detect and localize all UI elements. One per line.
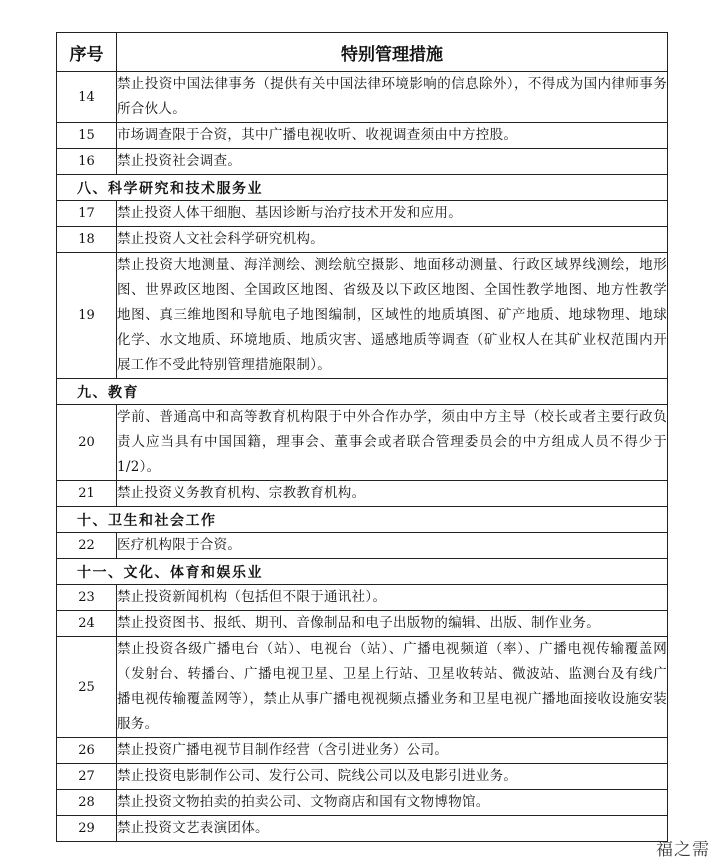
- row-serial-number: 26: [57, 738, 117, 764]
- row-serial-number: 15: [57, 123, 117, 149]
- row-serial-number: 21: [57, 481, 117, 507]
- table-header-row: [57, 33, 668, 72]
- row-measure-text: 禁止投资义务教育机构、宗教教育机构。: [117, 481, 668, 507]
- table-row: [57, 816, 668, 842]
- row-serial-number: 14: [57, 72, 117, 123]
- row-measure-text: 禁止投资社会调查。: [117, 149, 668, 175]
- section-heading-row: [57, 379, 668, 405]
- row-serial-number: 27: [57, 764, 117, 790]
- row-serial-number: 20: [57, 405, 117, 481]
- table-row: [57, 533, 668, 559]
- table-row: [57, 405, 668, 481]
- header-serial-number: 序号: [57, 33, 117, 72]
- section-heading: 十一、文化、体育和娱乐业: [57, 559, 668, 585]
- row-measure-text: 学前、普通高中和高等教育机构限于中外合作办学，须由中方主导（校长或者主要行政负责人应当具有中国国籍，理事会、董事会或者联合管理委员会的中方组成人员不得少于 1/2）。: [117, 405, 668, 481]
- header-special-measures: 特别管理措施: [117, 33, 668, 72]
- table-row: [57, 585, 668, 611]
- row-serial-number: 29: [57, 816, 117, 842]
- table-row: [57, 253, 668, 379]
- row-measure-text: 禁止投资人体干细胞、基因诊断与治疗技术开发和应用。: [117, 201, 668, 227]
- table-row: [57, 790, 668, 816]
- section-heading-row: [57, 559, 668, 585]
- document-page: [56, 32, 667, 842]
- row-serial-number: 16: [57, 149, 117, 175]
- row-measure-text: 禁止投资新闻机构（包括但不限于通讯社）。: [117, 585, 668, 611]
- row-measure-text: 禁止投资广播电视节目制作经营（含引进业务）公司。: [117, 738, 668, 764]
- watermark-logo: 福之需: [656, 840, 710, 860]
- row-measure-text: 禁止投资中国法律事务（提供有关中国法律环境影响的信息除外），不得成为国内律师事务所合伙人。: [117, 72, 668, 123]
- row-measure-text: 市场调查限于合资，其中广播电视收听、收视调查须由中方控股。: [117, 123, 668, 149]
- table-row: [57, 611, 668, 637]
- table-row: [57, 72, 668, 123]
- table-row: [57, 201, 668, 227]
- section-heading-row: [57, 175, 668, 201]
- row-measure-text: 医疗机构限于合资。: [117, 533, 668, 559]
- row-serial-number: 18: [57, 227, 117, 253]
- row-measure-text: 禁止投资大地测量、海洋测绘、测绘航空摄影、地面移动测量、行政区域界线测绘，地形图、世界政区地图、全国政区地图、省级及以下政区地图、全国性教学地图、地方性教学地图、真三维地图和导航电子地图编制，区域性的地质填图、矿产地质、地球物理、地球化学、水文地质、环境地质、地质灾害、遥感地质等调查（矿业权人在其矿业权范围内开展工作不受此特别管理措施限制）。: [117, 253, 668, 379]
- row-serial-number: 17: [57, 201, 117, 227]
- table-row: [57, 764, 668, 790]
- section-heading: 十、卫生和社会工作: [57, 507, 668, 533]
- special-measures-table: [56, 32, 668, 842]
- row-serial-number: 24: [57, 611, 117, 637]
- row-measure-text: 禁止投资图书、报纸、期刊、音像制品和电子出版物的编辑、出版、制作业务。: [117, 611, 668, 637]
- row-serial-number: 23: [57, 585, 117, 611]
- section-heading-row: [57, 507, 668, 533]
- row-measure-text: 禁止投资各级广播电台（站）、电视台（站）、广播电视频道（率）、广播电视传输覆盖网（发射台、转播台、广播电视卫星、卫星上行站、卫星收转站、微波站、监测台及有线广播电视传输覆盖网等），禁止从事广播电视视频点播业务和卫星电视广播地面接收设施安装服务。: [117, 637, 668, 738]
- table-body: [57, 72, 668, 842]
- row-measure-text: 禁止投资文艺表演团体。: [117, 816, 668, 842]
- table-row: [57, 481, 668, 507]
- row-serial-number: 22: [57, 533, 117, 559]
- table-row: [57, 123, 668, 149]
- row-measure-text: 禁止投资人文社会科学研究机构。: [117, 227, 668, 253]
- table-row: [57, 637, 668, 738]
- table-row: [57, 149, 668, 175]
- section-heading: 八、科学研究和技术服务业: [57, 175, 668, 201]
- row-serial-number: 19: [57, 253, 117, 379]
- row-measure-text: 禁止投资文物拍卖的拍卖公司、文物商店和国有文物博物馆。: [117, 790, 668, 816]
- table-row: [57, 227, 668, 253]
- row-serial-number: 28: [57, 790, 117, 816]
- section-heading: 九、教育: [57, 379, 668, 405]
- table-row: [57, 738, 668, 764]
- row-serial-number: 25: [57, 637, 117, 738]
- row-measure-text: 禁止投资电影制作公司、发行公司、院线公司以及电影引进业务。: [117, 764, 668, 790]
